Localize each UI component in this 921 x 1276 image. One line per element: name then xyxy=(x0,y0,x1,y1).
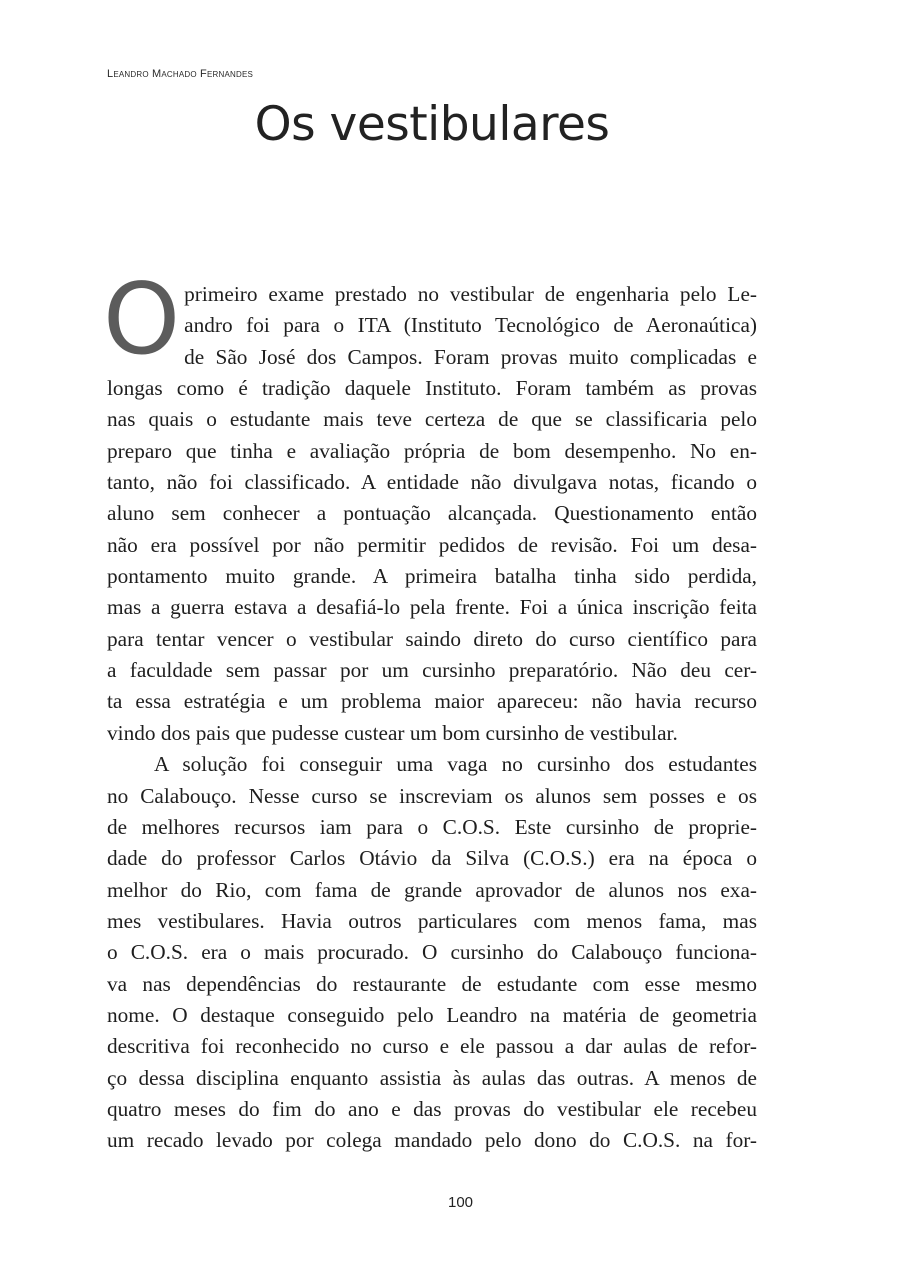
text-line: ço dessa disciplina enquanto assistia às aulas das outras. A menos de xyxy=(107,1065,757,1090)
text-line: pontamento muito grande. A primeira batalha tinha sido perdida, xyxy=(107,564,757,589)
text-line: nas quais o estudante mais teve certeza de que se classificaria pelo xyxy=(107,407,757,432)
paragraph-1 xyxy=(103,263,757,749)
paragraph-2 xyxy=(107,749,757,1156)
text-line: o C.O.S. era o mais procurado. O cursinho do Calabouço funciona- xyxy=(107,940,757,965)
running-head-author: Leandro Machado Fernandes xyxy=(107,68,254,80)
text-line: dade do professor Carlos Otávio da Silva (C.O.S.) era na época o xyxy=(107,846,757,871)
text-line: vindo dos pais que pudesse custear um bom cursinho de vestibular. xyxy=(107,720,678,745)
text-line: nome. O destaque conseguido pelo Leandro na matéria de geometria xyxy=(107,1002,757,1027)
text-line: mas a guerra estava a desafiá-lo pela frente. Foi a única inscrição feita xyxy=(107,595,757,620)
text-line: de São José dos Campos. Foram provas muito complicadas e xyxy=(184,344,757,369)
text-line: no Calabouço. Nesse curso se inscreviam os alunos sem posses e os xyxy=(107,783,757,808)
text-line: primeiro exame prestado no vestibular de engenharia pelo Le- xyxy=(184,282,757,306)
text-line: preparo que tinha e avaliação própria de bom desempenho. No en- xyxy=(107,438,757,463)
text-line: tanto, não foi classificado. A entidade não divulgava notas, ficando o xyxy=(107,470,757,495)
text-line: va nas dependências do restaurante de estudante com esse mesmo xyxy=(107,971,757,996)
chapter-title: Os vestibulares xyxy=(254,97,610,152)
text-line: mes vestibulares. Havia outros particulares com menos fama, mas xyxy=(107,908,757,933)
text-line: ta essa estratégia e um problema maior apareceu: não havia recurso xyxy=(107,689,757,714)
body-text xyxy=(103,263,757,1157)
text-line: um recado levado por colega mandado pelo dono do C.O.S. na for- xyxy=(107,1128,757,1153)
text-line: quatro meses do fim do ano e das provas do vestibular ele recebeu xyxy=(107,1096,757,1121)
text-line: melhor do Rio, com fama de grande aprovador de alunos nos exa- xyxy=(107,877,757,902)
text-line: andro foi para o ITA (Instituto Tecnológico de Aeronaútica) xyxy=(184,313,757,338)
text-line: para tentar vencer o vestibular saindo direto do curso científico para xyxy=(107,626,757,651)
text-line: de melhores recursos iam para o C.O.S. Este cursinho de proprie- xyxy=(107,814,757,839)
page-number: 100 xyxy=(447,1194,474,1211)
text-line: A solução foi conseguir uma vaga no cursinho dos estudantes xyxy=(154,752,757,777)
text-line: longas como é tradição daquele Instituto. Foram também as provas xyxy=(107,376,757,401)
drop-cap-letter: O xyxy=(103,263,181,377)
text-line: a faculdade sem passar por um cursinho preparatório. Não deu cer- xyxy=(107,658,757,683)
text-line: não era possível por não permitir pedidos de revisão. Foi um desa- xyxy=(107,532,757,557)
text-line: aluno sem conhecer a pontuação alcançada. Questionamento então xyxy=(107,501,757,526)
text-line: descritiva foi reconhecido no curso e ele passou a dar aulas de refor- xyxy=(107,1034,757,1059)
